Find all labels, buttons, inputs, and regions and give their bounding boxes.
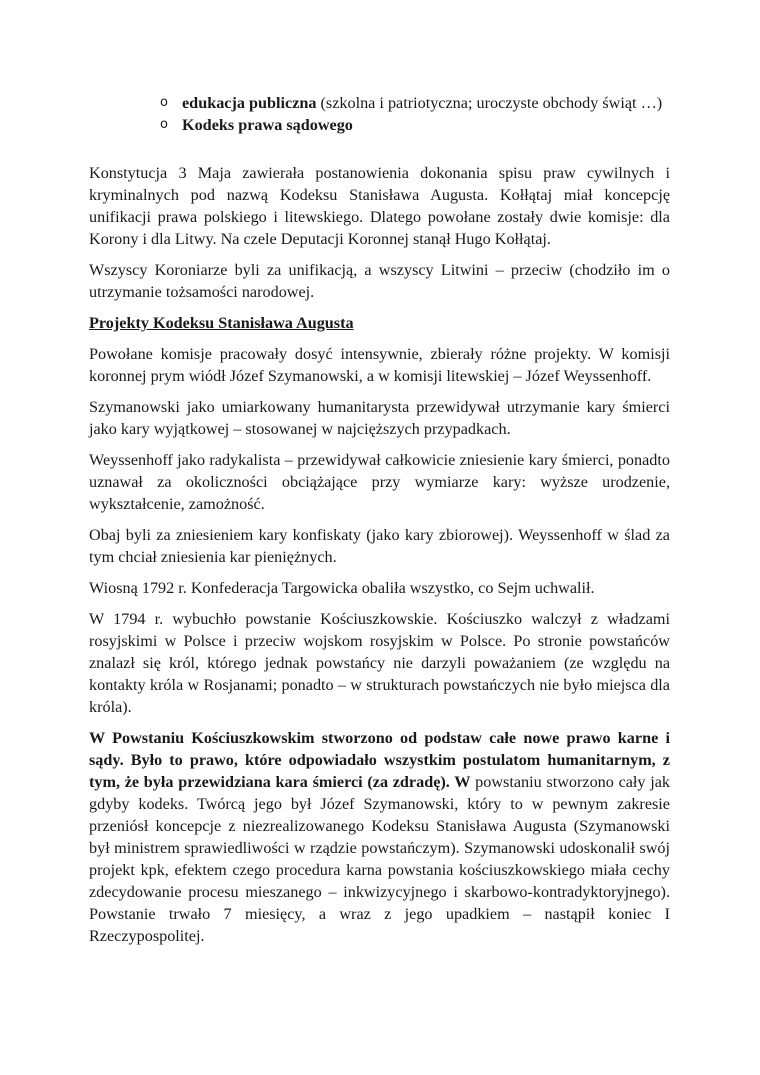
circle-bullet-icon: o (160, 117, 168, 132)
bullet-item-bold: Kodeks prawa sądowego (182, 116, 353, 134)
document-body (89, 162, 670, 956)
paragraph-unification: Wszyscy Koroniarze byli za unifikacją, a wszyscy Litwini – przeciw (chodziło im o utrzymanie tożsamości narodowej. (89, 261, 670, 301)
paragraph-uprising-law (89, 727, 670, 947)
paragraph-constitution: Konstytucja 3 Maja zawierała postanowienia dokonania spisu praw cywilnych i kryminalnych pod nazwą Kodeksu Stanisława Augusta. Kołłątaj miał koncepcję unifikacji prawa polskiego i litewskiego. Dlatego powołane zostały dwie komisje: dla Korony i dla Litwy. Na czele Deputacji Koronnej stanął Hugo Kołłątaj. (89, 164, 670, 248)
paragraph-bold-lead: W Powstaniu Kościuszkowskim stworzono od podstaw całe nowe prawo karne i sądy. Było to prawo, które odpowiadało wszystkim postulatom humanitarnym, z tym, że była przewidziana kara śmierci (za zdradę). W (89, 729, 670, 791)
paragraph-commissions: Powołane komisje pracowały dosyć intensywnie, zbierały różne projekty. W komisji koronnej prym wiódł Józef Szymanowski, a w komisji litewskiej – Józef Weyssenhoff. (89, 345, 670, 385)
paragraph-text: powstaniu stworzono cały jak gdyby kodeks. Twórcą jego był Józef Szymanowski, który to w pewnym zakresie przeniósł koncepcje z niezrealizowanego Kodeksu Stanisława Augusta (Szymanowski był ministrem sprawiedliwości w rządzie powstańczym). Szymanowski udoskonalił swój projekt kpk, efektem czego procedura karna powstania kościuszkowskiego miała cechy zdecydowanie procesu mieszanego – inkwizycyjnego i skarbowo-kontradyktoryjnego). Powstanie trwało 7 miesięcy, a wraz z jego upadkiem – nastąpił koniec I Rzeczypospolitej. (89, 773, 671, 945)
bullet-list (160, 92, 670, 136)
bullet-item-code (160, 114, 670, 136)
section-heading: Projekty Kodeksu Stanisława Augusta (89, 314, 354, 332)
paragraph-weyssenhoff: Weyssenhoff jako radykalista – przewidywał całkowicie zniesienie kary śmierci, ponadto uznawał za okoliczności obciążające przy wymiarze kary: wyższe urodzenie, wykształcenie, zamożność. (89, 451, 670, 513)
paragraph-uprising: W 1794 r. wybuchło powstanie Kościuszkowskie. Kościuszko walczył z władzami rosyjskimi w Polsce i przeciw wojskom rosyjskim w Polsce. Po stronie powstańców znalazł się król, którego jednak powstańcy nie darzyli poważaniem (ze względu na kontakty króla w Rosjanami; ponadto – w strukturach powstańczych nie było miejsca dla króla). (89, 610, 670, 716)
bullet-item-text: (szkolna i patriotyczna; uroczyste obchody świąt …) (316, 94, 663, 112)
paragraph-confiscation: Obaj byli za zniesieniem kary konfiskaty (jako kary zbiorowej). Weyssenhoff w ślad za tym chciał zniesienia kar pieniężnych. (89, 526, 670, 566)
bullet-item-bold: edukacja publiczna (182, 94, 317, 112)
bullet-item-education (160, 92, 670, 114)
paragraph-szymanowski: Szymanowski jako umiarkowany humanitarysta przewidywał utrzymanie kary śmierci jako kary wyjątkowej – stosowanej w najcięższych przypadkach. (89, 398, 670, 438)
paragraph-targowica: Wiosną 1792 r. Konfederacja Targowicka obaliła wszystko, co Sejm uchwalił. (89, 579, 595, 597)
circle-bullet-icon: o (160, 95, 168, 110)
